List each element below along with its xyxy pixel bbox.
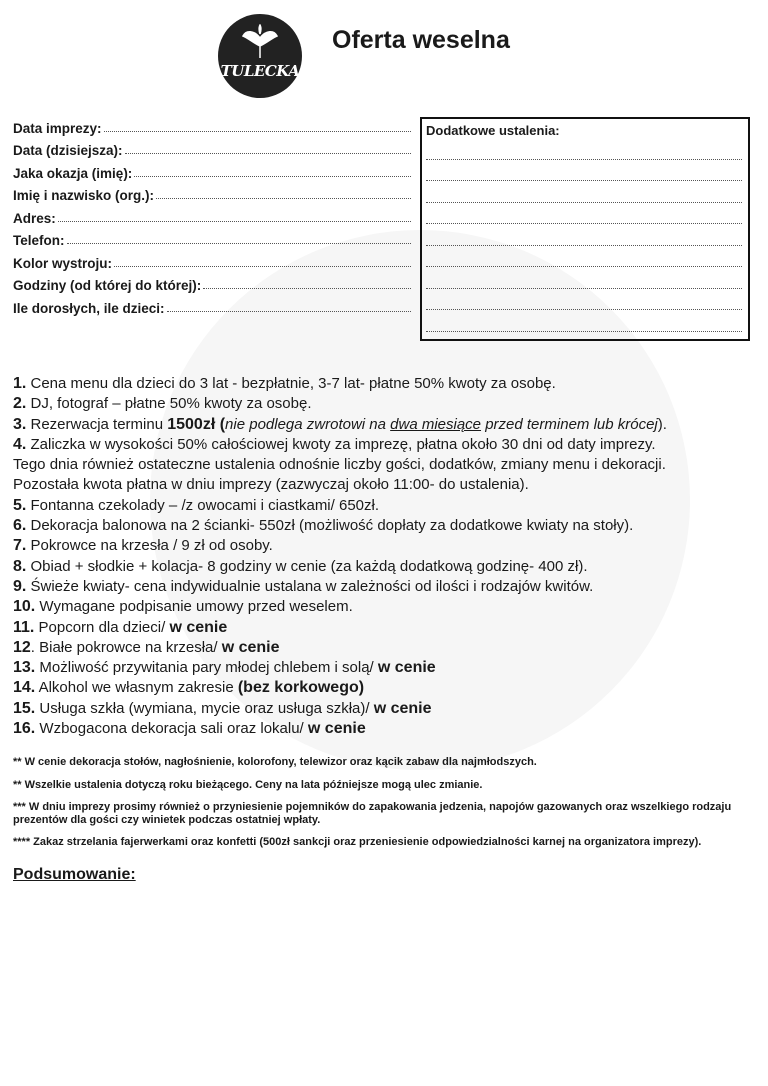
notes-line[interactable] [426, 246, 742, 268]
list-item: 11. Popcorn dla dzieci/ w cenie [13, 618, 228, 636]
notes-line[interactable] [426, 289, 742, 311]
form-row-phone[interactable]: Telefon: [13, 226, 411, 249]
footnotes [13, 756, 753, 859]
list-item: 12. Białe pokrowce na krzesła/ w cenie [13, 638, 280, 656]
form-row-address[interactable]: Adres: [13, 203, 411, 226]
fill-line[interactable] [167, 310, 411, 312]
fill-line[interactable] [114, 265, 411, 267]
event-form [13, 113, 411, 316]
list-item: 5. Fontanna czekolady – /z owocami i ciastkami/ 650zł. [13, 496, 380, 514]
fill-line[interactable] [203, 287, 411, 289]
list-item: 15. Usługa szkła (wymiana, mycie oraz usługa szkła)/ w cenie [13, 699, 432, 717]
form-row-guest-count[interactable]: Ile dorosłych, ile dzieci: [13, 293, 411, 316]
fill-line[interactable] [67, 242, 412, 244]
notes-line[interactable] [426, 181, 742, 203]
fill-line[interactable] [156, 197, 411, 199]
fill-line[interactable] [134, 175, 411, 177]
list-item-continuation: Pozostała kwota płatna w dniu imprezy (zazwyczaj około 11:00- do ustalenia). [13, 476, 529, 494]
notes-title: Dodatkowe ustalenia: [426, 123, 560, 138]
fill-line[interactable] [104, 130, 411, 132]
list-item: 7. Pokrowce na krzesła / 9 zł od osoby. [13, 537, 273, 555]
list-item: 2. DJ, fotograf – płatne 50% kwoty za osobę. [13, 395, 312, 413]
list-item: 6. Dekoracja balonowa na 2 ścianki- 550zł (możliwość dopłaty za dodatkowe kwiaty na stoły). [13, 517, 634, 535]
footnote: **** Zakaz strzelania fajerwerkami oraz konfetti (500zł sankcji oraz przeniesienie odpowiedzialności karnej na organizatora imprezy). [13, 836, 702, 848]
fill-line[interactable] [58, 220, 411, 222]
list-item: 4. Zaliczka w wysokości 50% całościowej kwoty za imprezę, płatna około 30 dni od daty imprezy. [13, 435, 656, 453]
list-item: 8. Obiad + słodkie + kolacja- 8 godziny w cenie (za każdą dodatkową godzinę- 400 zł). [13, 557, 588, 575]
tulecka-logo [218, 14, 302, 98]
footnote: ** Wszelkie ustalenia dotyczą roku bieżącego. Ceny na lata późniejsze mogą ulec zmianie. [13, 778, 483, 791]
form-row-organizer-name[interactable]: Imię i nazwisko (org.): [13, 181, 411, 204]
fill-line[interactable] [125, 152, 411, 154]
notes-line[interactable] [426, 224, 742, 246]
list-item: 13. Możliwość przywitania pary młodej chlebem i solą/ w cenie [13, 659, 436, 677]
form-row-event-date[interactable]: Data imprezy: [13, 113, 411, 136]
notes-line[interactable] [426, 267, 742, 289]
list-item-continuation: Tego dnia również ostateczne ustalenia odnośnie liczby gości, dodatków, zmiany menu i dekoracji. [13, 456, 666, 474]
offer-terms-list [13, 374, 763, 739]
notes-line[interactable] [426, 203, 742, 225]
list-item: 10. Wymagane podpisanie umowy przed weselem. [13, 598, 353, 616]
list-item: 16. Wzbogacona dekoracja sali oraz lokalu/ w cenie [13, 720, 366, 738]
footnote: *** W dniu imprezy prosimy również o przyniesienie pojemników do zapakowania jedzenia, napojów gazowanych oraz wszelkiego rodzaju prezentów dla gości czy winietek podczas ostatniej wpłaty. [13, 801, 732, 826]
notes-line[interactable] [426, 138, 742, 160]
logo-text: TULECKA [220, 62, 300, 80]
form-row-decor-color[interactable]: Kolor wystroju: [13, 248, 411, 271]
list-item: 9. Świeże kwiaty- cena indywidualnie ustalana w zależności od ilości i rodzajów kwitów. [13, 577, 594, 595]
footnote: ** W cenie dekoracja stołów, nagłośnienie, kolorofony, telewizor oraz kącik zabaw dla najmłodszych. [13, 756, 537, 768]
form-row-hours[interactable]: Godziny (od której do której): [13, 271, 411, 294]
page-title: Oferta weselna [332, 26, 510, 54]
list-item: 14. Alkohol we własnym zakresie (bez korkowego) [13, 679, 365, 697]
notes-line[interactable] [426, 310, 742, 332]
additional-notes-box[interactable] [420, 117, 750, 341]
list-item: 1. Cena menu dla dzieci do 3 lat - bezpłatnie, 3-7 lat- płatne 50% kwoty za osobę. [13, 375, 556, 392]
form-row-occasion[interactable]: Jaka okazja (imię): [13, 158, 411, 181]
form-row-today-date[interactable]: Data (dzisiejsza): [13, 136, 411, 159]
list-item: 3. Rezerwacja terminu 1500zł (nie podlega zwrotowi na dwa miesiące przed terminem lub krócej). [13, 415, 667, 433]
summary-heading: Podsumowanie: [13, 866, 136, 883]
notes-line[interactable] [426, 160, 742, 182]
leaf-icon [240, 24, 280, 60]
